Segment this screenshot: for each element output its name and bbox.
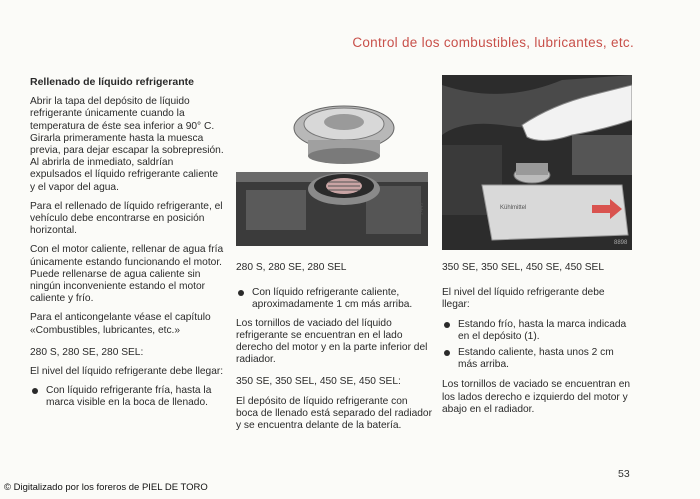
paragraph: Con el motor caliente, rellenar de agua fría únicamente estando funcionando el motor. Puede rellenarse de agua caliente sin ningún inconveniente estando el motor caliente y frío. xyxy=(30,244,224,305)
models-subheading: 350 SE, 350 SEL, 450 SE, 450 SEL: xyxy=(236,376,401,388)
bullet-item: Estando frío, hasta la marca indicada en el depósito (1). xyxy=(442,319,634,343)
figure-radiator-cap xyxy=(236,94,428,246)
paragraph: Para el rellenado de líquido refrigerante, el vehículo debe encontrarse en posición horizontal. xyxy=(30,200,223,237)
radiator-cap-illustration xyxy=(236,94,428,246)
bullet-item: Con líquido refrigerante fría, hasta la marca visible en la boca de llenado. xyxy=(30,385,225,409)
page-number: 53 xyxy=(618,468,630,480)
figure-coolant-reservoir xyxy=(442,75,632,250)
column-right xyxy=(442,262,634,423)
paragraph: El nivel del líquido refrigerante debe llegar: xyxy=(442,287,605,311)
figure-number: 7447 xyxy=(419,202,425,216)
models-caption: 350 SE, 350 SEL, 450 SE, 450 SEL xyxy=(442,262,604,273)
section-heading: Rellenado de líquido refrigerante xyxy=(30,76,194,88)
models-subheading: 280 S, 280 SE, 280 SEL: xyxy=(30,346,144,358)
paragraph: Los tornillos de vaciado se encuentran en los lados derecho e izquierdo del motor y abajo en el radiador. xyxy=(442,379,631,415)
figure-number: 8898 xyxy=(614,240,628,246)
column-middle xyxy=(236,262,432,439)
coolant-reservoir-illustration xyxy=(442,75,632,250)
models-caption: 280 S, 280 SE, 280 SEL xyxy=(236,262,347,273)
tank-label: Kühlmittel xyxy=(500,205,527,211)
column-left xyxy=(30,76,225,414)
page-header-title: Control de los combustibles, lubricantes, etc. xyxy=(352,35,634,50)
paragraph: El depósito de líquido refrigerante con boca de llenado está separado del radiador y se encuentra delante de la batería. xyxy=(236,395,432,432)
paragraph: Abrir la tapa del depósito de líquido refrigerante únicamente cuando la temperatura de éste sea inferior a 90° C. Girarla primeramente hasta la muesca previa, para dejar escapar la sobrepresión. Al abrirla de inmediato, saldrían expulsados el líquido refrigerante caliente y el vapor del agua. xyxy=(30,96,224,193)
paragraph: Para el anticongelante véase el capítulo «Combustibles, lubricantes, etc.» xyxy=(30,312,211,336)
paragraph: El nivel del líquido refrigerante debe llegar: xyxy=(30,366,224,378)
footer-credit: © Digitalizado por los foreros de PIEL DE TORO xyxy=(4,482,208,493)
paragraph: Los tornillos de vaciado del líquido refrigerante se encuentran en el lado derecho del motor y en la parte inferior del radiador. xyxy=(236,317,428,366)
bullet-item: Estando caliente, hasta unos 2 cm más arriba. xyxy=(442,347,634,371)
bullet-item: Con líquido refrigerante caliente, aproximadamente 1 cm más arriba. xyxy=(236,287,432,311)
